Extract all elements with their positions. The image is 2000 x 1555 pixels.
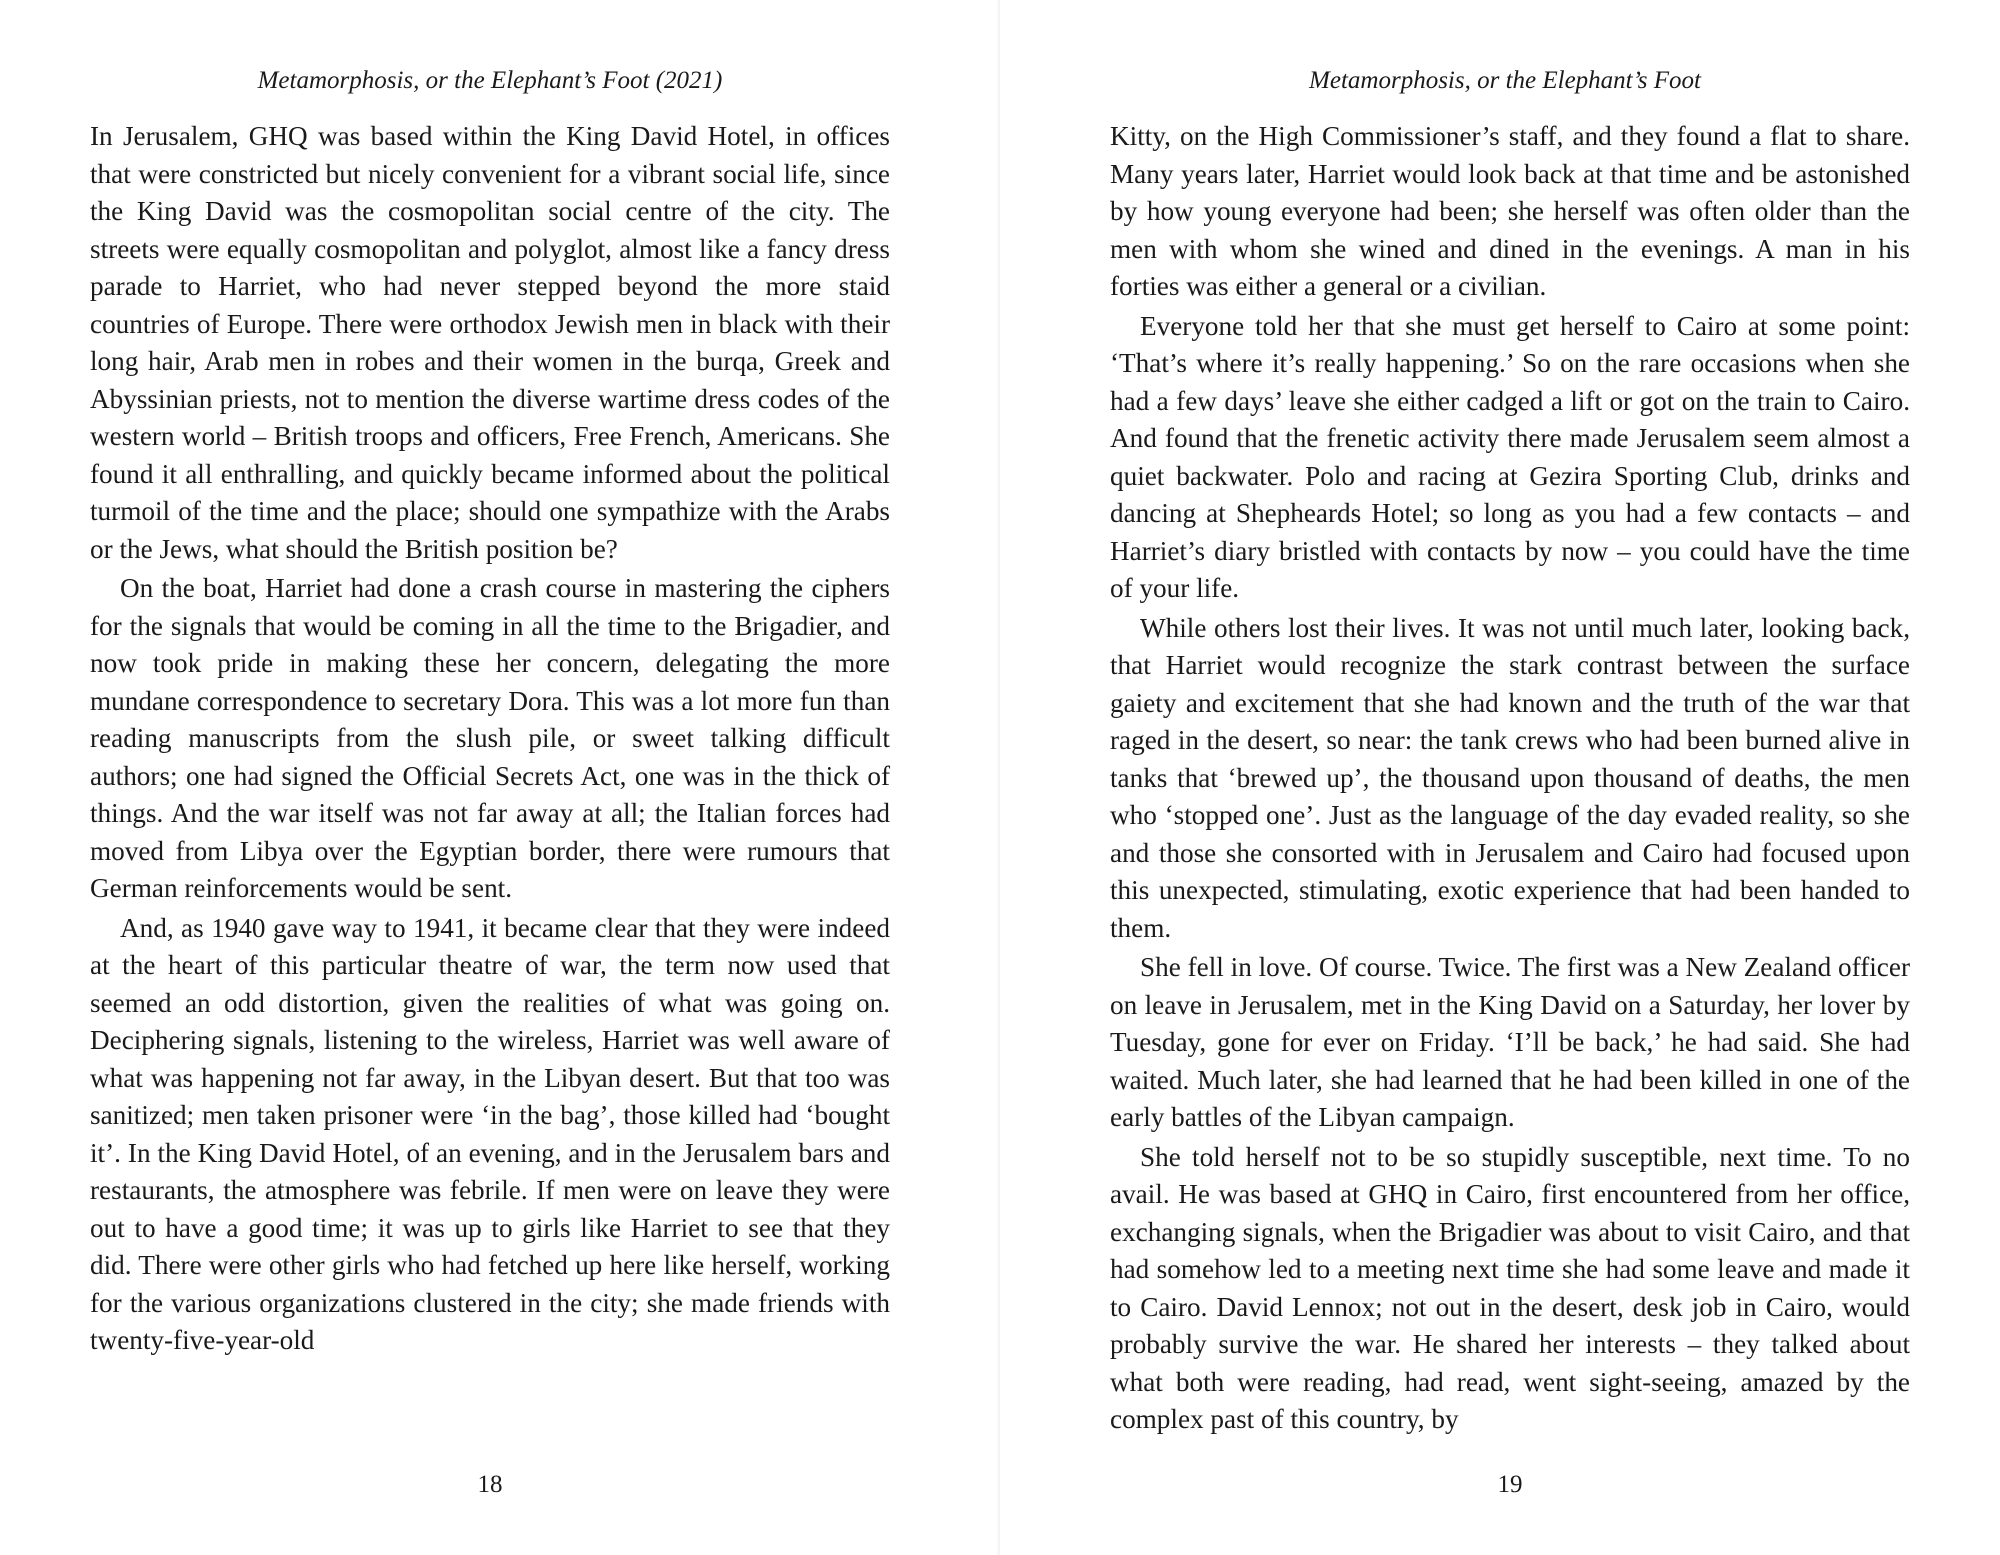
left-running-head: Metamorphosis, or the Elephant’s Foot (2021) <box>257 67 723 94</box>
right-paragraph-5: She told herself not to be so stupidly susceptible, next time. To no avail. He was based at GHQ in Cairo, first encountered from her office, exchanging signals, when the Brigadier was about to visit Cairo, and that had somehow led to a meeting next time she had some leave and made it to Cairo. David Lennox; not out in the desert, desk job in Cairo, would probably survive the war. He shared her interests – they talked about what both were reading, had read, went sight-seeing, amazed by the complex past of this country, by <box>1110 1141 1910 1434</box>
left-paragraph-1: In Jerusalem, GHQ was based within the King David Hotel, in offices that were constricted but nicely convenient for a vibrant social life, since the King David was the cosmopolitan social centre of the city. The streets were equally cosmopolitan and polyglot, almost like a fancy dress parade to Harriet, who had never stepped beyond the more staid countries of Europe. There were orthodox Jewish men in black with their long hair, Arab men in robes and their women in the burqa, Greek and Abyssinian priests, not to mention the diverse wartime dress codes of the western world – British troops and officers, Free French, Americans. She found it all enthralling, and quickly became informed about the political turmoil of the time and the place; should one sympathize with the Arabs or the Jews, what should the British position be? <box>90 121 890 564</box>
right-running-head: Metamorphosis, or the Elephant’s Foot <box>1309 67 1701 94</box>
right-page-number: 19 <box>1497 1471 1523 1498</box>
left-text-block <box>90 118 890 1360</box>
left-page-number: 18 <box>477 1471 503 1498</box>
right-paragraph-4: She fell in love. Of course. Twice. The first was a New Zealand officer on leave in Jerusalem, met in the King David on a Saturday, her lover by Tuesday, gone for ever on Friday. ‘I’ll be back,’ he had said. She had waited. Much later, she had learned that he had been killed in one of the early battles of the Libyan campaign. <box>1110 952 1910 1132</box>
right-paragraph-3: While others lost their lives. It was not until much later, looking back, that Harriet would recognize the stark contrast between the surface gaiety and excitement that she had known and the truth of the war that raged in the desert, so near: the tank crews who had been burned alive in tanks that ‘brewed up’, the thousand upon thousand of deaths, the men who ‘stopped one’. Just as the language of the day evaded reality, so she and those she consorted with in Jerusalem and Cairo had focused upon this unexpected, stimulating, exotic experience that had been handed to them. <box>1110 612 1910 943</box>
right-paragraph-1: Kitty, on the High Commissioner’s staff, and they found a flat to share. Many years later, Harriet would look back at that time and be astonished by how young everyone had been; she herself was often older than the men with whom she wined and dined in the evenings. A man in his forties was either a general or a civilian. <box>1110 121 1910 301</box>
right-paragraph-2: Everyone told her that she must get herself to Cairo at some point: ‘That’s where it’s really happening.’ So on the rare occasions when she had a few days’ leave she either cadged a lift or got on the train to Cairo. And found that the frenetic activity there made Jerusalem seem almost a quiet backwater. Polo and racing at Gezira Sporting Club, drinks and dancing at Shepheards Hotel; so long as you had a few contacts – and Harriet’s diary bristled with contacts by now – you could have the time of your life. <box>1110 310 1910 603</box>
right-text-block <box>1110 118 1910 1439</box>
right-page <box>1000 0 2000 1555</box>
left-paragraph-2: On the boat, Harriet had done a crash course in mastering the ciphers for the signals that would be coming in all the time to the Brigadier, and now took pride in making these her concern, delegating the more mundane correspondence to secretary Dora. This was a lot more fun than reading manuscripts from the slush pile, or sweet talking difficult authors; one had signed the Official Secrets Act, one was in the thick of things. And the war itself was not far away at all; the Italian forces had moved from Libya over the Egyptian border, there were rumours that German reinforcements would be sent. <box>90 573 890 903</box>
left-paragraph-3: And, as 1940 gave way to 1941, it became clear that they were indeed at the heart of this particular theatre of war, the term now used that seemed an odd distortion, given the realities of what was going on. Deciphering signals, listening to the wireless, Harriet was well aware of what was happening not far away, in the Libyan desert. But that too was sanitized; men taken prisoner were ‘in the bag’, those killed had ‘bought it’. In the King David Hotel, of an evening, and in the Jerusalem bars and restaurants, the atmosphere was febrile. If men were on leave they were out to have a good time; it was up to girls like Harriet to see that they did. There were other girls who had fetched up here like herself, working for the various organizations clustered in the city; she made friends with twenty-five-year-old <box>90 912 890 1355</box>
